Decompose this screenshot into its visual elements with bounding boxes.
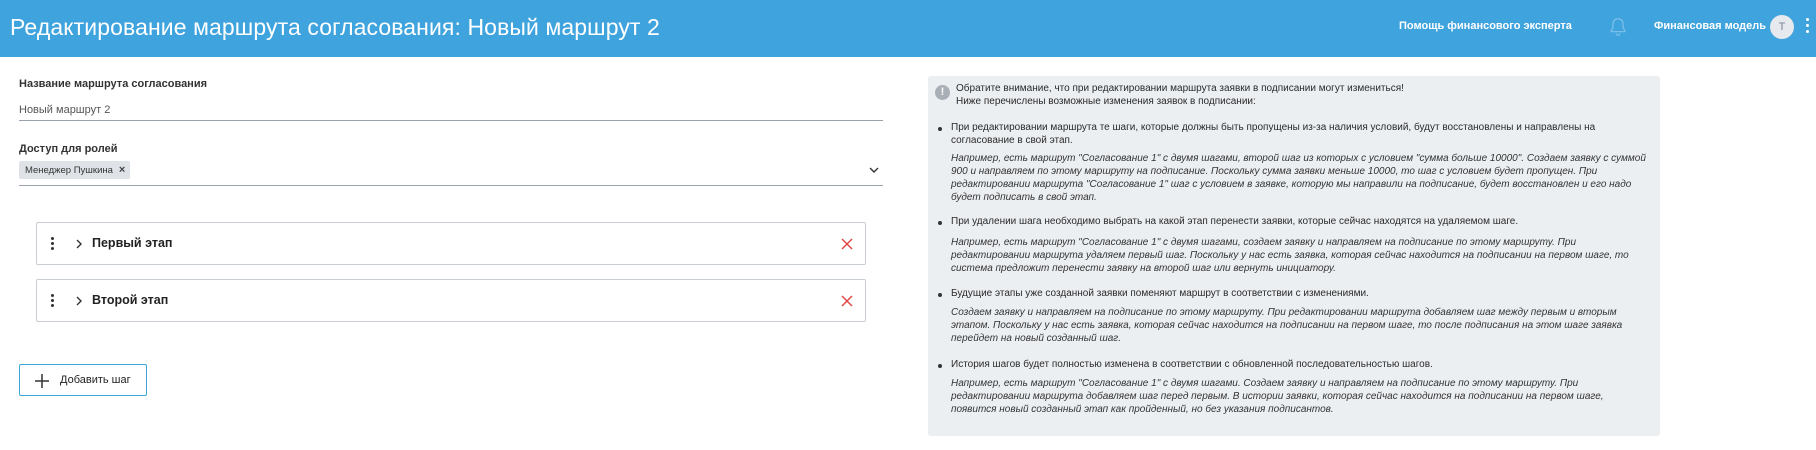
stage-card[interactable] [36,222,866,265]
info-item-example: Например, есть маршрут "Согласование 1" с двумя шагами, второй шаг из которых с условием "сумма больше 10000". Создаем заявку с суммой 900 и направляем по этому маршруту на подписание. Поскольку сумма заявки меньше 10000, то шаг с условием будет пропущен. При редактировании маршрута "Согласование 1" шаг с условием в заявке, которую мы направили на подписание, будет восстановлен и его надо будет подписать в свой этап. [951,153,1646,203]
info-panel [928,76,1660,436]
notice-line-1: Обратите внимание, что при редактировании маршрута заявки в подписании могут измениться! [956,83,1404,94]
add-step-label: Добавить шаг [60,374,131,386]
role-chip-remove-icon[interactable]: × [118,164,126,176]
route-name-input[interactable] [19,99,883,121]
info-item-example: Например, есть маршрут "Согласование 1" с двумя шагами, создаем заявку и направляем на подписание по этому маршруту. При редактировании маршрута удаляем первый шаг. Поскольку у нас есть заявка, которая сейчас находится на подписании на первом шаге, то система предложит перенести заявку на второй шаг или вернуть инициатору. [951,237,1629,274]
chevron-right-icon[interactable] [73,238,85,250]
more-menu-icon[interactable] [1802,18,1812,38]
info-item-text: История шагов будет полностью изменена в соответствии с обновленной последовательностью шагов. [951,359,1433,370]
bullet [938,127,942,131]
chevron-down-icon[interactable] [868,164,880,176]
warning-icon: ! [935,85,950,100]
delete-stage-icon[interactable] [840,294,854,308]
info-item-text: Будущие этапы уже созданной заявки поменяют маршрут в соответствии с изменениями. [951,288,1369,299]
stage-title: Первый этап [92,236,173,250]
drag-handle-icon[interactable] [51,237,55,252]
add-step-button[interactable] [19,364,147,396]
page-title: Редактирование маршрута согласования: Новый маршрут 2 [10,14,660,40]
plus-icon [34,373,50,389]
bullet [938,221,942,225]
bullet [938,293,942,297]
role-chip [19,161,130,179]
stage-title: Второй этап [92,293,169,307]
financial-model-link[interactable]: Финансовая модель [1654,20,1767,32]
info-item-example: Например, есть маршрут "Согласование 1" с двумя шагами. Создаем заявку и направляем на подписание по этому маршруту. При редактировании маршрута добавляем шаг перед первым. В истории заявки, которая сейчас находится на подписании на первом шаге, появится новый созданный этап как пройденный, но без указания подписантов. [951,378,1604,415]
stage-card[interactable] [36,279,866,322]
bullet [938,364,942,368]
delete-stage-icon[interactable] [840,237,854,251]
notice-line-2: Ниже перечислены возможные изменения заявок в подписании: [956,96,1256,107]
avatar[interactable]: Т [1770,15,1794,39]
route-name-label: Название маршрута согласования [19,78,208,90]
bell-icon[interactable] [1607,16,1629,38]
top-bar [0,0,1816,57]
info-item-text: При удалении шага необходимо выбрать на какой этап перенести заявки, которые сейчас находятся на удаляемом шаге. [951,216,1519,227]
help-link[interactable]: Помощь финансового эксперта [1399,20,1572,32]
roles-label: Доступ для ролей [19,143,118,155]
drag-handle-icon[interactable] [51,294,55,309]
roles-select[interactable] [19,160,883,186]
role-chip-label: Менеджер Пушкина [25,165,113,176]
info-item-text: При редактировании маршрута те шаги, которые должны быть пропущены из-за наличия условий, будут восстановлены и направлены на согласование в свой этап. [951,122,1596,146]
chevron-right-icon[interactable] [73,295,85,307]
info-item-example: Создаем заявку и направляем на подписание по этому маршруту. При редактировании маршрута добавляем шаг между первым и вторым этапом. Поскольку у нас есть заявка, которая сейчас находится на подписании на первом шаге, то после подписания на этом шаге заявка перейдет на новый созданный шаг. [951,307,1623,344]
